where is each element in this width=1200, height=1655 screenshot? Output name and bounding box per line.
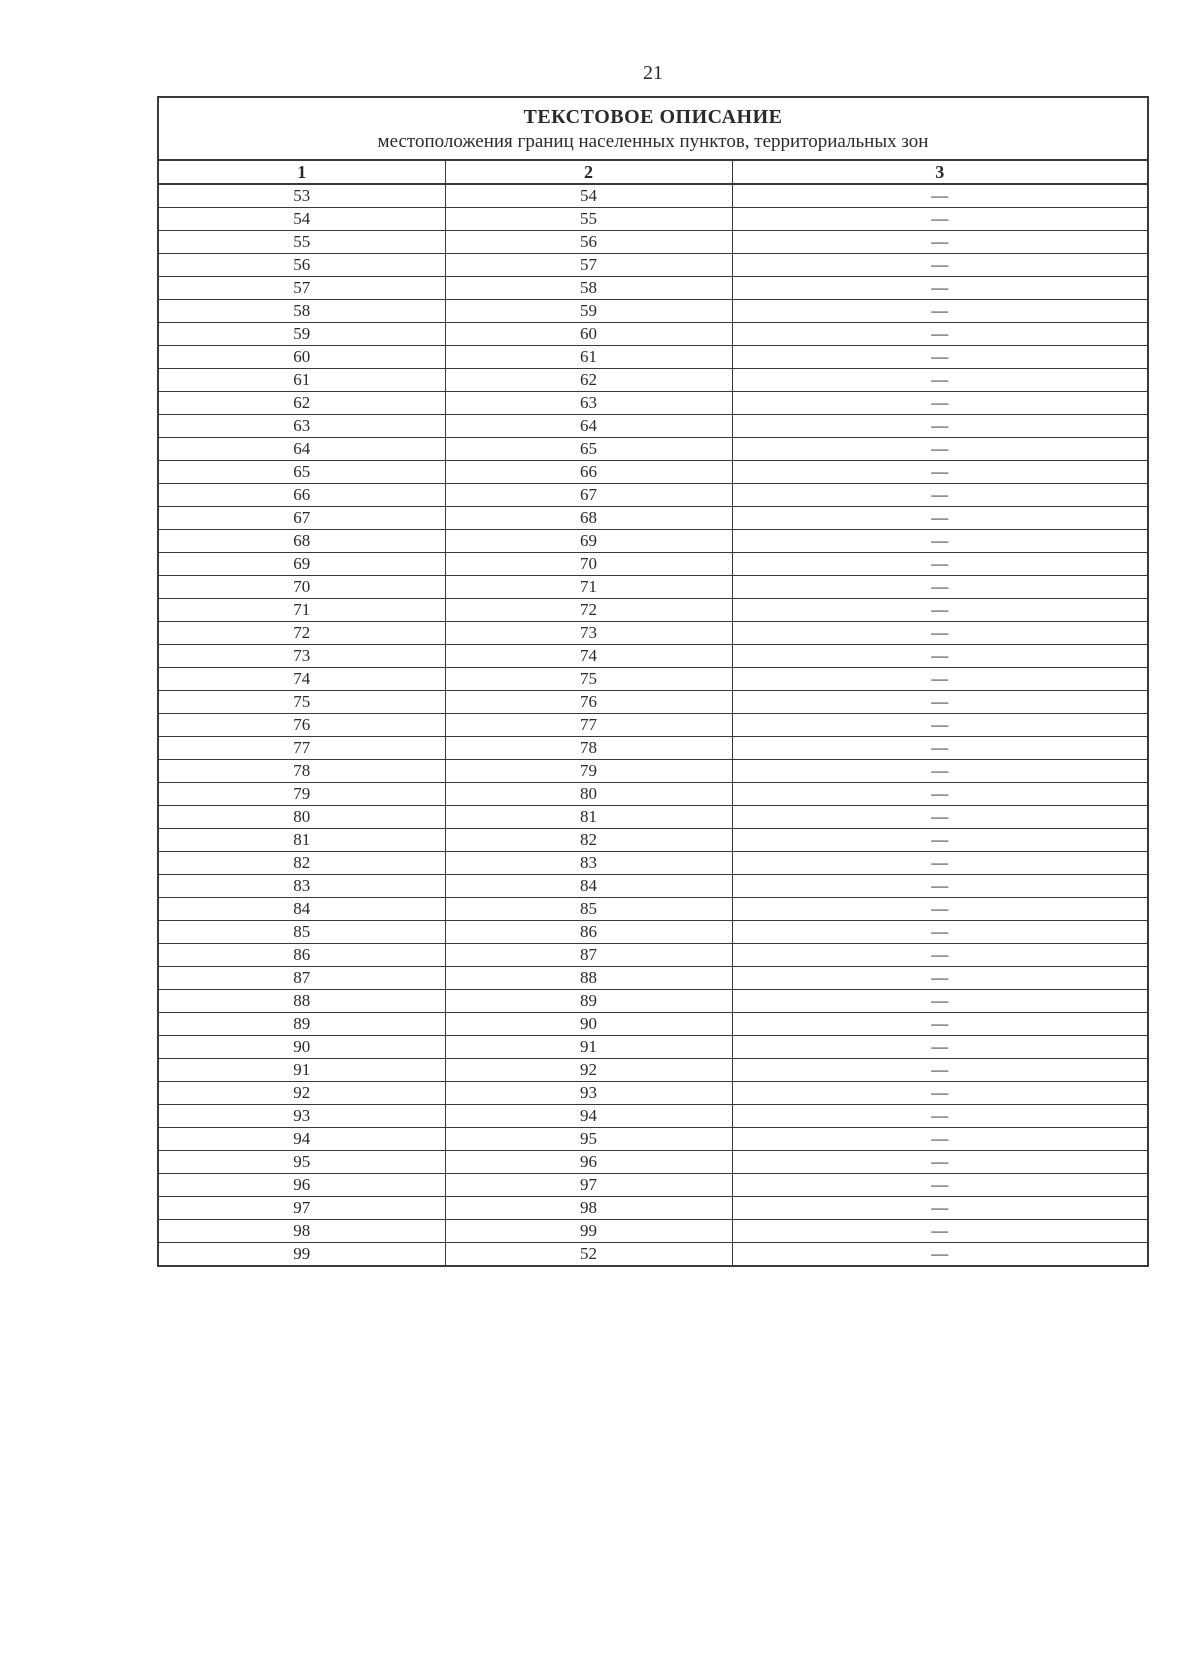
table-row <box>158 553 1148 576</box>
table-cell-col3: — <box>732 645 1148 668</box>
table-row <box>158 1197 1148 1220</box>
table-row <box>158 990 1148 1013</box>
table-cell-col1: 67 <box>158 507 445 530</box>
table-cell-col2: 89 <box>445 990 732 1013</box>
table-cell-col2: 70 <box>445 553 732 576</box>
table-cell-col2: 55 <box>445 208 732 231</box>
table-body <box>158 184 1148 1266</box>
table-row <box>158 714 1148 737</box>
table-row <box>158 484 1148 507</box>
table-row <box>158 1220 1148 1243</box>
table-cell-col1: 98 <box>158 1220 445 1243</box>
column-header-3: 3 <box>732 160 1148 184</box>
table-cell-col3: — <box>732 392 1148 415</box>
table-cell-col1: 97 <box>158 1197 445 1220</box>
table-cell-col3: — <box>732 1197 1148 1220</box>
table-cell-col1: 86 <box>158 944 445 967</box>
table-cell-col2: 60 <box>445 323 732 346</box>
table-cell-col3: — <box>732 852 1148 875</box>
table-cell-col2: 56 <box>445 231 732 254</box>
table-cell-col2: 57 <box>445 254 732 277</box>
table-row <box>158 898 1148 921</box>
table-cell-col1: 65 <box>158 461 445 484</box>
table-row <box>158 369 1148 392</box>
table-row <box>158 438 1148 461</box>
table-header <box>158 97 1148 160</box>
table-cell-col2: 63 <box>445 392 732 415</box>
page-number: 21 <box>643 62 663 84</box>
table-row <box>158 1243 1148 1267</box>
table-row <box>158 1105 1148 1128</box>
boundary-description-table <box>157 96 1149 1267</box>
table-cell-col3: — <box>732 783 1148 806</box>
table-row <box>158 645 1148 668</box>
table-row <box>158 392 1148 415</box>
table-cell-col2: 91 <box>445 1036 732 1059</box>
table-cell-col2: 64 <box>445 415 732 438</box>
table-cell-col3: — <box>732 1220 1148 1243</box>
table-cell-col2: 67 <box>445 484 732 507</box>
table-row <box>158 254 1148 277</box>
table-cell-col1: 63 <box>158 415 445 438</box>
table-cell-col1: 94 <box>158 1128 445 1151</box>
table-cell-col2: 75 <box>445 668 732 691</box>
table-cell-col3: — <box>732 530 1148 553</box>
table-row <box>158 323 1148 346</box>
table-cell-col1: 76 <box>158 714 445 737</box>
table-cell-col2: 95 <box>445 1128 732 1151</box>
table-row <box>158 806 1148 829</box>
table-cell-col2: 90 <box>445 1013 732 1036</box>
table-cell-col1: 93 <box>158 1105 445 1128</box>
table-cell-col3: — <box>732 921 1148 944</box>
table-cell-col2: 94 <box>445 1105 732 1128</box>
table-cell-col3: — <box>732 461 1148 484</box>
table-cell-col1: 82 <box>158 852 445 875</box>
table-cell-col3: — <box>732 760 1148 783</box>
table-cell-col3: — <box>732 875 1148 898</box>
table-cell-col2: 92 <box>445 1059 732 1082</box>
table-cell-col1: 74 <box>158 668 445 691</box>
table-cell-col1: 62 <box>158 392 445 415</box>
table-cell-col1: 73 <box>158 645 445 668</box>
table-row <box>158 208 1148 231</box>
table-cell-col3: — <box>732 967 1148 990</box>
table-cell-col1: 53 <box>158 184 445 208</box>
table-row <box>158 829 1148 852</box>
table-cell-col2: 69 <box>445 530 732 553</box>
table-cell-col3: — <box>732 507 1148 530</box>
table-cell-col3: — <box>732 829 1148 852</box>
table-cell-col3: — <box>732 1151 1148 1174</box>
table-cell-col3: — <box>732 346 1148 369</box>
table-cell-col3: — <box>732 714 1148 737</box>
table-cell-col2: 74 <box>445 645 732 668</box>
table-cell-col1: 54 <box>158 208 445 231</box>
table-cell-col3: — <box>732 254 1148 277</box>
table-row <box>158 668 1148 691</box>
table-cell-col2: 86 <box>445 921 732 944</box>
table-row <box>158 415 1148 438</box>
table-cell-col2: 93 <box>445 1082 732 1105</box>
table-subtitle: местоположения границ населенных пунктов, территориальных зон <box>377 131 929 152</box>
table-cell-col2: 65 <box>445 438 732 461</box>
table-cell-col1: 95 <box>158 1151 445 1174</box>
table-cell-col2: 54 <box>445 184 732 208</box>
table-cell-col2: 84 <box>445 875 732 898</box>
table-cell-col3: — <box>732 208 1148 231</box>
table-cell-col1: 89 <box>158 1013 445 1036</box>
table-row <box>158 852 1148 875</box>
column-header-1: 1 <box>158 160 445 184</box>
column-header-row <box>158 160 1148 184</box>
table-title: ТЕКСТОВОЕ ОПИСАНИЕ <box>523 106 783 128</box>
table-cell-col3: — <box>732 1128 1148 1151</box>
table-cell-col3: — <box>732 622 1148 645</box>
table-cell-col2: 80 <box>445 783 732 806</box>
table-cell-col2: 71 <box>445 576 732 599</box>
table-row <box>158 1082 1148 1105</box>
table-cell-col3: — <box>732 898 1148 921</box>
table-cell-col3: — <box>732 369 1148 392</box>
table-cell-col3: — <box>732 553 1148 576</box>
table-row <box>158 1059 1148 1082</box>
table-cell-col2: 98 <box>445 1197 732 1220</box>
table-cell-col2: 61 <box>445 346 732 369</box>
table-row <box>158 231 1148 254</box>
table-cell-col2: 58 <box>445 277 732 300</box>
table-cell-col1: 70 <box>158 576 445 599</box>
table-cell-col1: 80 <box>158 806 445 829</box>
table-cell-col3: — <box>732 184 1148 208</box>
table-row <box>158 1174 1148 1197</box>
table-row <box>158 760 1148 783</box>
table-row <box>158 184 1148 208</box>
table-cell-col3: — <box>732 806 1148 829</box>
table-title-row <box>158 97 1148 160</box>
table-cell-col2: 97 <box>445 1174 732 1197</box>
table-cell-col3: — <box>732 415 1148 438</box>
table-cell-col1: 83 <box>158 875 445 898</box>
table-cell-col2: 66 <box>445 461 732 484</box>
table-cell-col1: 84 <box>158 898 445 921</box>
table-cell-col3: — <box>732 668 1148 691</box>
column-header-2: 2 <box>445 160 732 184</box>
table-cell-col1: 77 <box>158 737 445 760</box>
table-cell-col3: — <box>732 599 1148 622</box>
table-cell-col3: — <box>732 1082 1148 1105</box>
table-cell-col2: 62 <box>445 369 732 392</box>
table-row <box>158 599 1148 622</box>
table-cell-col1: 66 <box>158 484 445 507</box>
table-cell-col1: 88 <box>158 990 445 1013</box>
table-cell-col3: — <box>732 277 1148 300</box>
table-cell-col1: 81 <box>158 829 445 852</box>
table-cell-col2: 78 <box>445 737 732 760</box>
table-row <box>158 944 1148 967</box>
boundary-description-table-container <box>157 96 1147 1267</box>
table-cell-col2: 82 <box>445 829 732 852</box>
table-cell-col3: — <box>732 691 1148 714</box>
table-cell-col1: 57 <box>158 277 445 300</box>
table-cell-col2: 88 <box>445 967 732 990</box>
table-cell-col1: 92 <box>158 1082 445 1105</box>
table-cell-col1: 59 <box>158 323 445 346</box>
table-cell-col2: 79 <box>445 760 732 783</box>
table-row <box>158 507 1148 530</box>
table-cell-col3: — <box>732 944 1148 967</box>
table-cell-col1: 69 <box>158 553 445 576</box>
table-cell-col1: 71 <box>158 599 445 622</box>
table-cell-col3: — <box>732 231 1148 254</box>
table-cell-col1: 75 <box>158 691 445 714</box>
table-cell-col3: — <box>732 300 1148 323</box>
table-cell-col1: 78 <box>158 760 445 783</box>
table-cell-col2: 68 <box>445 507 732 530</box>
table-cell-col3: — <box>732 438 1148 461</box>
table-cell-col1: 64 <box>158 438 445 461</box>
table-cell-col1: 58 <box>158 300 445 323</box>
table-row <box>158 1128 1148 1151</box>
table-row <box>158 461 1148 484</box>
table-cell-col3: — <box>732 323 1148 346</box>
table-row <box>158 277 1148 300</box>
table-cell-col2: 87 <box>445 944 732 967</box>
table-cell-col1: 60 <box>158 346 445 369</box>
table-row <box>158 691 1148 714</box>
table-cell-col1: 90 <box>158 1036 445 1059</box>
table-cell-col3: — <box>732 1059 1148 1082</box>
table-row <box>158 875 1148 898</box>
table-cell-col2: 77 <box>445 714 732 737</box>
table-row <box>158 1036 1148 1059</box>
table-cell-col1: 79 <box>158 783 445 806</box>
table-cell-col1: 99 <box>158 1243 445 1267</box>
table-row <box>158 346 1148 369</box>
table-cell-col2: 85 <box>445 898 732 921</box>
table-cell-col3: — <box>732 990 1148 1013</box>
table-cell-col1: 68 <box>158 530 445 553</box>
table-cell-col1: 55 <box>158 231 445 254</box>
table-cell-col3: — <box>732 576 1148 599</box>
table-cell-col2: 83 <box>445 852 732 875</box>
table-cell-col3: — <box>732 1243 1148 1267</box>
table-cell-col2: 73 <box>445 622 732 645</box>
table-cell-col1: 56 <box>158 254 445 277</box>
table-row <box>158 576 1148 599</box>
table-row <box>158 967 1148 990</box>
table-row <box>158 300 1148 323</box>
table-row <box>158 1013 1148 1036</box>
table-row <box>158 530 1148 553</box>
table-cell-col1: 61 <box>158 369 445 392</box>
table-row <box>158 921 1148 944</box>
table-row <box>158 1151 1148 1174</box>
table-cell-col2: 59 <box>445 300 732 323</box>
table-cell-col2: 72 <box>445 599 732 622</box>
table-row <box>158 737 1148 760</box>
table-cell-col1: 91 <box>158 1059 445 1082</box>
table-cell-col3: — <box>732 1174 1148 1197</box>
table-cell-col2: 76 <box>445 691 732 714</box>
table-cell-col1: 96 <box>158 1174 445 1197</box>
table-cell-col1: 72 <box>158 622 445 645</box>
table-cell-col3: — <box>732 1036 1148 1059</box>
table-cell-col1: 87 <box>158 967 445 990</box>
table-cell-col1: 85 <box>158 921 445 944</box>
table-row <box>158 783 1148 806</box>
table-cell-col2: 52 <box>445 1243 732 1267</box>
table-cell-col3: — <box>732 737 1148 760</box>
table-cell-col2: 81 <box>445 806 732 829</box>
table-row <box>158 622 1148 645</box>
table-cell-col2: 96 <box>445 1151 732 1174</box>
table-cell-col3: — <box>732 1013 1148 1036</box>
table-cell-col3: — <box>732 1105 1148 1128</box>
table-cell-col2: 99 <box>445 1220 732 1243</box>
table-cell-col3: — <box>732 484 1148 507</box>
